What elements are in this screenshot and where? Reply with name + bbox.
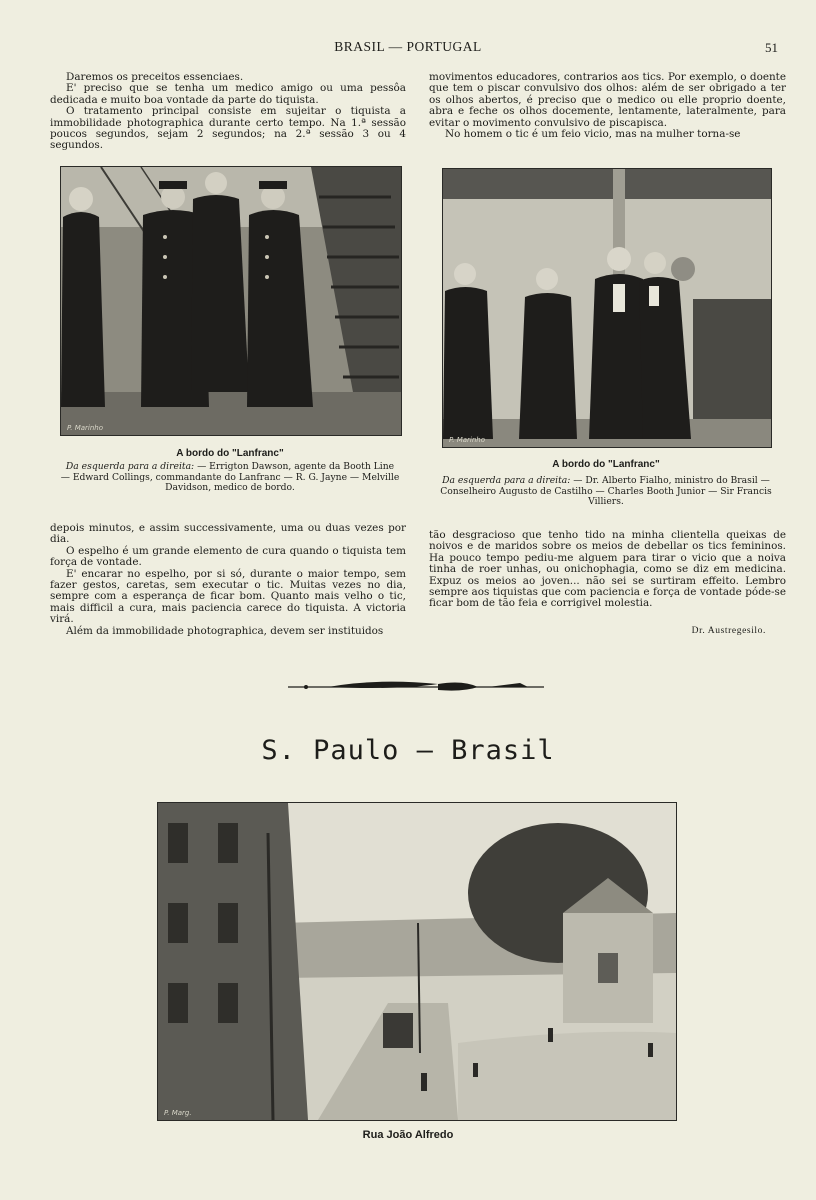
caption-lead: Da esquerda para a direita: bbox=[442, 475, 571, 486]
paragraph: Daremos os preceitos essenciaes. bbox=[66, 71, 244, 83]
paragraph: depois minutos, e assim successivamente, uma ou duas vezes por dia. bbox=[50, 522, 406, 546]
paragraph: Além da immobilidade photographica, devem ser instituidos bbox=[66, 624, 384, 637]
caption-body: — Errigton Dawson, agente da Booth Line — Edward Collings, commandante do Lanfranc — R. G. Jayne — Melville Davidson, medico de bordo. bbox=[60, 461, 400, 494]
paragraph: tão desgracioso que tenho tido na minha clientella queixas de noivos e de maridos sobre os meios de debellar os tics femininos. Ha pouco tempo pediu-me alguem para tirar o vicio que a noiva tinha de roer unhas, ou onichophagia, como se diz em medicina. Expuz os meios ao joven... não sei se surtiram effeito. Lembro sempre aos tiquistas que com paciencia e força de vontade póde-se ficar bom de tão feia e corrigivel molestia. bbox=[429, 529, 786, 610]
photo-right-title: A bordo do "Lanfranc" bbox=[552, 459, 660, 470]
photo-left-title: A bordo do "Lanfranc" bbox=[176, 448, 284, 459]
paragraph: E' encarar no espelho, por si só, durante o maior tempo, sem fazer gestos, caretas, sem executar o tic. Muitas vezes no dia, sempre com a esperança de ficar bom. Quanto mais velho o tic, mais difficil a cura, mais paciencia carece do tiquista. A victoria virá. bbox=[50, 567, 406, 626]
photo-image bbox=[61, 167, 401, 435]
paragraph: O tratamento principal consiste em sujeitar o tiquista a immobilidade photographica durante certo tempo. Na 1.ª sessão poucos segundos, sejam 2 segundos; na 2.ª sessão 3 ou 4 segundos. bbox=[50, 105, 406, 152]
quill-ornament-icon bbox=[288, 678, 544, 696]
text-column-bottom-right bbox=[429, 530, 786, 610]
page-number: 51 bbox=[765, 40, 778, 55]
photo-right-caption bbox=[436, 476, 776, 508]
text-column-top-left bbox=[50, 72, 406, 152]
photo-rua-joao-alfredo bbox=[157, 802, 677, 1121]
photo-lanfranc-right bbox=[442, 168, 772, 448]
text-column-top-right bbox=[429, 72, 786, 140]
photo-lanfranc-left bbox=[60, 166, 402, 436]
photographer-signature: P. Marinho bbox=[67, 424, 104, 432]
text-column-bottom-left bbox=[50, 523, 406, 637]
paragraph: movimentos educadores, contrarios aos tics. Por exemplo, o doente que tem o piscar convulsivo dos olhos: além de ser obrigado a ter os olhos abertos, é preciso que o medico ou elle proprio doente, abra e feche os olhos docemente, lentamente, lateralmente, para evitar o movimento convulsivo de piscapisca. bbox=[429, 71, 786, 129]
paragraph: O espelho é um grande elemento de cura quando o tiquista tem força de vontade. bbox=[50, 544, 406, 569]
paragraph: No homem o tic é um feio vicio, mas na mulher torna-se bbox=[445, 128, 741, 141]
running-title: BRASIL — PORTUGAL bbox=[334, 39, 482, 54]
photographer-signature: P. Marinho bbox=[449, 436, 486, 444]
photo-left-caption bbox=[60, 462, 400, 494]
caption-body: — Dr. Alberto Fialho, ministro do Brasil — Conselheiro Augusto de Castilho — Charles Booth Junior — Sir Francis Villiers. bbox=[440, 475, 772, 508]
photo-image bbox=[443, 169, 771, 447]
photographer-signature: P. Marg. bbox=[164, 1109, 192, 1117]
paragraph: E' preciso que se tenha um medico amigo ou uma pessôa dedicada e muito boa vontade da parte do tiquista. bbox=[50, 82, 406, 106]
photo-image bbox=[158, 803, 676, 1120]
caption-lead: Da esquerda para a direita: bbox=[65, 461, 195, 472]
section-title: S. Paulo — Brasil bbox=[261, 735, 555, 766]
photo-bottom-caption: Rua João Alfredo bbox=[362, 1129, 454, 1141]
article-author: Dr. Austregesilo. bbox=[691, 626, 766, 636]
